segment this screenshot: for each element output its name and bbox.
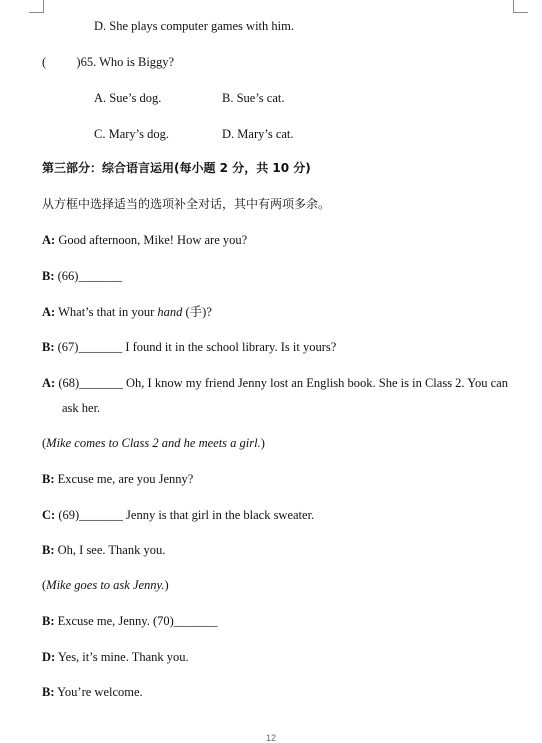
stage-direction: (Mike comes to Class 2 and he meets a girl.) — [42, 436, 265, 450]
q65-question — [42, 54, 174, 70]
speaker-label: B: — [42, 340, 55, 354]
dialogue-line — [42, 649, 189, 665]
dialogue-text: (68)_______ Oh, I know my friend Jenny lost an English book. She is in Class 2. You can — [55, 376, 508, 390]
speaker-label: D: — [42, 650, 56, 664]
speaker-label: B: — [42, 543, 55, 557]
dialogue-line — [42, 304, 212, 320]
dialogue-text: Oh, I see. Thank you. — [54, 543, 166, 557]
speaker-label: B: — [42, 472, 55, 486]
dialogue-line — [42, 613, 218, 629]
page-number: 12 — [265, 733, 276, 743]
dialogue-text: What’s that in your — [55, 305, 158, 319]
dialogue-text: Good afternoon, Mike! How are you? — [55, 233, 248, 247]
dialogue-line — [42, 507, 314, 523]
section-heading: 第三部分：综合语言运用(每小题 2 分，共 10 分) — [42, 161, 311, 175]
q65-option-d: D. Mary’s cat. — [222, 127, 294, 141]
speaker-label: A: — [42, 305, 56, 319]
dialogue-continuation: ask her. — [62, 401, 101, 415]
dialogue-text: Excuse me, Jenny. (70)_______ — [54, 614, 218, 628]
speaker-label: A: — [42, 376, 56, 390]
speaker-label: C: — [42, 508, 56, 522]
dialogue-text: (手)? — [182, 305, 212, 319]
dialogue-text: (67)_______ I found it in the school library. Is it yours? — [54, 340, 337, 354]
dialogue-line — [42, 375, 508, 391]
dialogue-text: Yes, it’s mine. Thank you. — [55, 650, 189, 664]
answer-paren-open: ( — [42, 55, 47, 69]
dialogue-line — [42, 542, 165, 558]
dialogue-text: You’re welcome. — [54, 685, 143, 699]
dialogue-emphasis: hand — [157, 305, 183, 319]
section-instruction: 从方框中选择适当的选项补全对话，其中有两项多余。 — [42, 197, 331, 211]
dialogue-line — [42, 339, 336, 355]
q65-option-c: C. Mary’s dog. — [94, 127, 169, 141]
q65-text: )65. Who is Biggy? — [76, 55, 175, 69]
q64-option-d: D. She plays computer games with him. — [94, 19, 294, 33]
speaker-label: B: — [42, 269, 55, 283]
q65-option-a: A. Sue’s dog. — [94, 91, 162, 105]
crop-mark-top-right — [513, 0, 528, 13]
speaker-label: B: — [42, 685, 55, 699]
speaker-label: B: — [42, 614, 55, 628]
dialogue-line — [42, 684, 143, 700]
crop-mark-top-left — [29, 0, 44, 13]
dialogue-line — [42, 268, 122, 284]
dialogue-text: (69)_______ Jenny is that girl in the black sweater. — [55, 508, 315, 522]
dialogue-text: (66)_______ — [54, 269, 123, 283]
dialogue-line — [42, 471, 193, 487]
speaker-label: A: — [42, 233, 56, 247]
dialogue-text: Excuse me, are you Jenny? — [54, 472, 194, 486]
stage-direction: (Mike goes to ask Jenny.) — [42, 578, 169, 592]
dialogue-line — [42, 232, 247, 248]
q65-option-b: B. Sue’s cat. — [222, 91, 285, 105]
